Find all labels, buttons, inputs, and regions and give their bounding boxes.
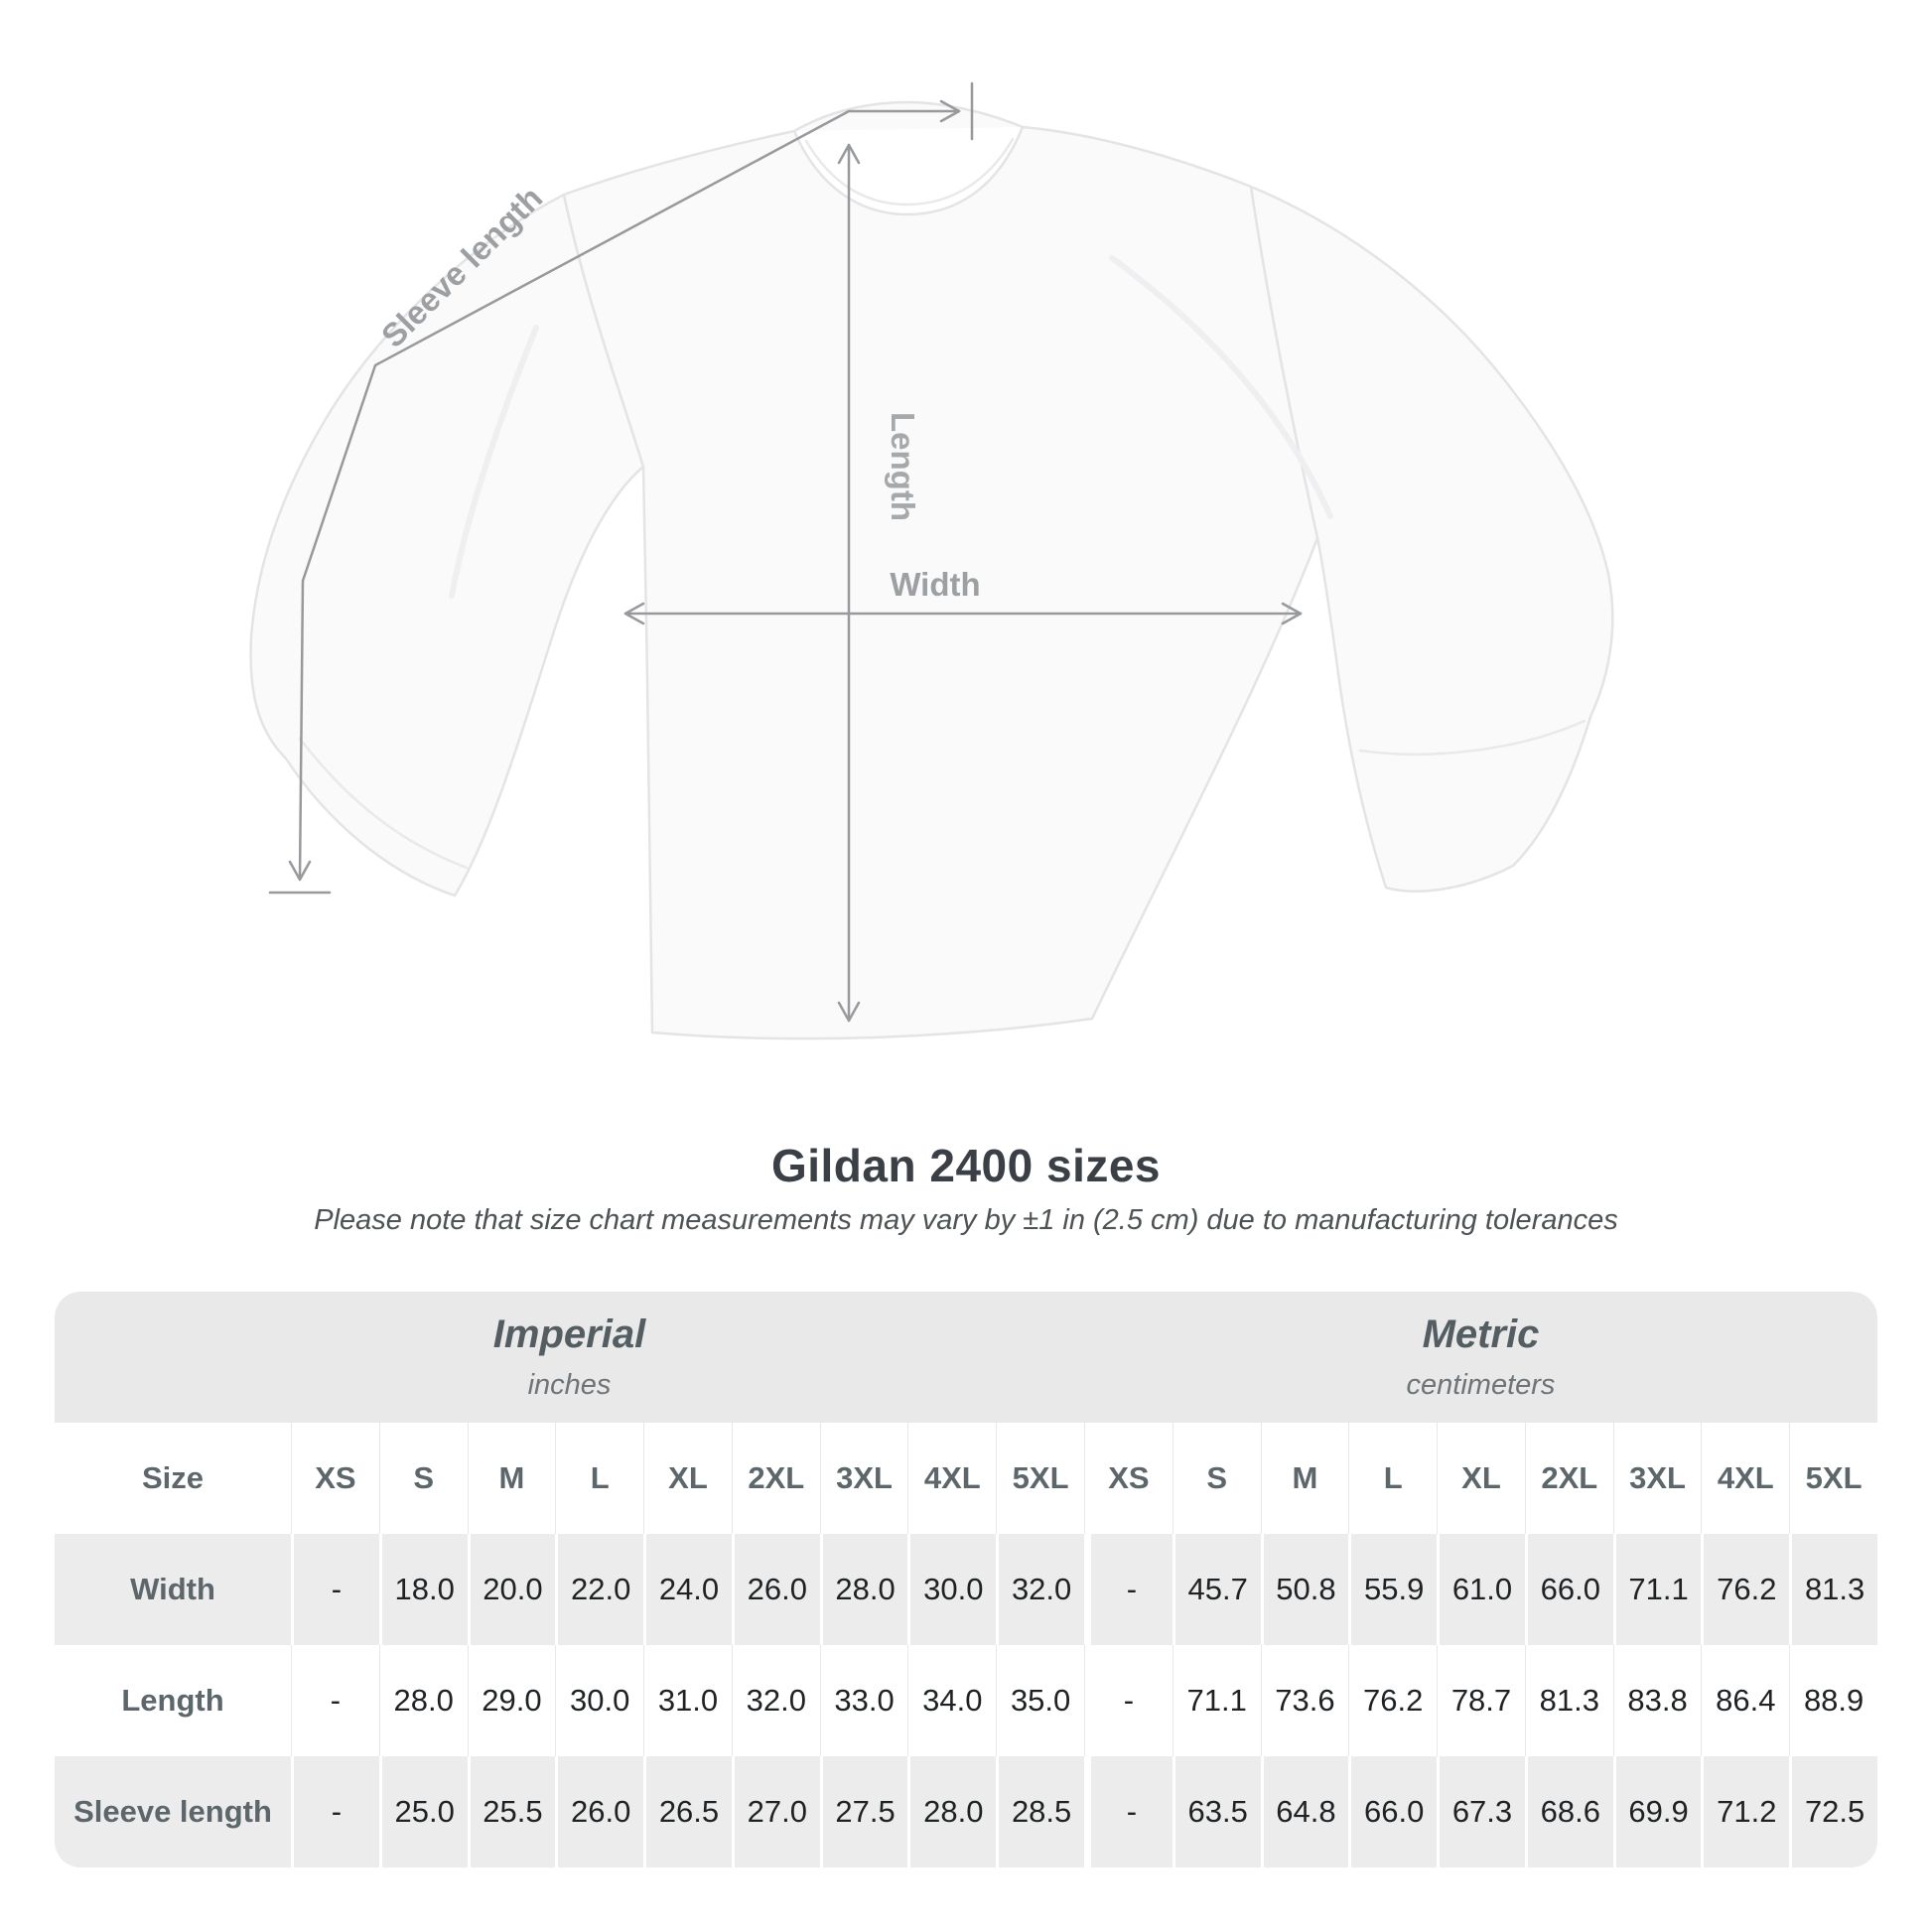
size-column-header: 2XL xyxy=(1525,1423,1613,1534)
unit-group-imperial xyxy=(55,1292,1084,1423)
unit-group-metric xyxy=(1084,1292,1877,1423)
table-cell: 27.0 xyxy=(732,1756,820,1867)
table-cell: 83.8 xyxy=(1613,1645,1702,1756)
table-cell: 66.0 xyxy=(1525,1534,1613,1645)
size-column-header: M xyxy=(468,1423,556,1534)
table-cell: 71.1 xyxy=(1173,1645,1261,1756)
table-cell: 69.9 xyxy=(1613,1756,1702,1867)
table-cell: 81.3 xyxy=(1525,1645,1613,1756)
table-cell: 81.3 xyxy=(1789,1534,1877,1645)
size-column-header: 2XL xyxy=(732,1423,820,1534)
size-header-row xyxy=(55,1423,1877,1534)
table-cell: 61.0 xyxy=(1437,1534,1525,1645)
table-cell: 76.2 xyxy=(1348,1645,1437,1756)
table-cell: - xyxy=(1084,1756,1173,1867)
size-column-header: 5XL xyxy=(996,1423,1084,1534)
table-cell: 28.0 xyxy=(907,1756,996,1867)
table-cell: 30.0 xyxy=(555,1645,643,1756)
size-column-header: 5XL xyxy=(1789,1423,1877,1534)
shirt-collar xyxy=(794,102,1023,131)
table-cell: 86.4 xyxy=(1701,1645,1789,1756)
table-cell: 25.0 xyxy=(379,1756,468,1867)
imperial-label: Imperial xyxy=(492,1312,646,1356)
table-cell: 32.0 xyxy=(996,1534,1084,1645)
size-column-header: 4XL xyxy=(907,1423,996,1534)
table-cell: 30.0 xyxy=(907,1534,996,1645)
row-label: Sleeve length xyxy=(73,1794,272,1829)
table-cell: 18.0 xyxy=(379,1534,468,1645)
table-row xyxy=(55,1534,1877,1645)
row-label: Length xyxy=(121,1683,224,1718)
table-row xyxy=(55,1756,1877,1867)
table-cell: 68.6 xyxy=(1525,1756,1613,1867)
table-cell: 64.8 xyxy=(1261,1756,1349,1867)
table-cell: 26.0 xyxy=(555,1756,643,1867)
table-cell: 55.9 xyxy=(1348,1534,1437,1645)
size-column-header: XS xyxy=(291,1423,379,1534)
row-label: Width xyxy=(130,1572,215,1606)
table-cell: 28.5 xyxy=(996,1756,1084,1867)
table-cell: 26.5 xyxy=(643,1756,732,1867)
size-column-header: XL xyxy=(643,1423,732,1534)
size-header-label: Size xyxy=(141,1460,205,1495)
size-column-header: M xyxy=(1261,1423,1349,1534)
size-column-header: 3XL xyxy=(820,1423,908,1534)
unit-band xyxy=(55,1292,1877,1423)
table-cell: 66.0 xyxy=(1348,1756,1437,1867)
table-rows xyxy=(55,1534,1877,1867)
size-column-header: 3XL xyxy=(1613,1423,1702,1534)
sleeve-length-label: Sleeve length xyxy=(373,179,550,354)
table-cell: 71.2 xyxy=(1701,1756,1789,1867)
table-cell: 20.0 xyxy=(468,1534,556,1645)
table-cell: 67.3 xyxy=(1437,1756,1525,1867)
table-cell: - xyxy=(291,1645,379,1756)
size-column-header: XS xyxy=(1084,1423,1173,1534)
size-column-header: S xyxy=(379,1423,468,1534)
table-cell: 88.9 xyxy=(1789,1645,1877,1756)
width-label: Width xyxy=(890,566,981,603)
size-column-header: XL xyxy=(1437,1423,1525,1534)
table-cell: - xyxy=(291,1756,379,1867)
table-cell: 73.6 xyxy=(1261,1645,1349,1756)
table-cell: 63.5 xyxy=(1173,1756,1261,1867)
table-cell: - xyxy=(291,1534,379,1645)
table-cell: 28.0 xyxy=(379,1645,468,1756)
size-table xyxy=(55,1292,1877,1867)
metric-label: Metric xyxy=(1422,1312,1540,1356)
table-cell: - xyxy=(1084,1645,1173,1756)
table-cell: 29.0 xyxy=(468,1645,556,1756)
table-cell: 71.1 xyxy=(1613,1534,1702,1645)
table-cell: 31.0 xyxy=(643,1645,732,1756)
table-cell: 45.7 xyxy=(1173,1534,1261,1645)
tolerance-note: Please note that size chart measurements may vary by ±1 in (2.5 cm) due to manufacturing tolerances xyxy=(314,1204,1618,1236)
table-cell: 32.0 xyxy=(732,1645,820,1756)
table-cell: 34.0 xyxy=(907,1645,996,1756)
size-column-header: L xyxy=(1348,1423,1437,1534)
table-cell: 33.0 xyxy=(820,1645,908,1756)
table-cell: 25.5 xyxy=(468,1756,556,1867)
size-column-header: 4XL xyxy=(1701,1423,1789,1534)
size-column-header: S xyxy=(1173,1423,1261,1534)
table-cell: 27.5 xyxy=(820,1756,908,1867)
table-cell: 72.5 xyxy=(1789,1756,1877,1867)
table-cell: 28.0 xyxy=(820,1534,908,1645)
table-cell: 35.0 xyxy=(996,1645,1084,1756)
size-column-header: L xyxy=(555,1423,643,1534)
table-cell: 78.7 xyxy=(1437,1645,1525,1756)
table-cell: - xyxy=(1084,1534,1173,1645)
table-cell: 76.2 xyxy=(1701,1534,1789,1645)
table-row xyxy=(55,1645,1877,1756)
table-cell: 50.8 xyxy=(1261,1534,1349,1645)
table-cell: 22.0 xyxy=(555,1534,643,1645)
length-label: Length xyxy=(885,412,921,521)
page-title: Gildan 2400 sizes xyxy=(770,1140,1162,1191)
imperial-unit-label: inches xyxy=(527,1369,612,1401)
metric-unit-label: centimeters xyxy=(1406,1369,1556,1401)
table-cell: 24.0 xyxy=(643,1534,732,1645)
table-cell: 26.0 xyxy=(732,1534,820,1645)
